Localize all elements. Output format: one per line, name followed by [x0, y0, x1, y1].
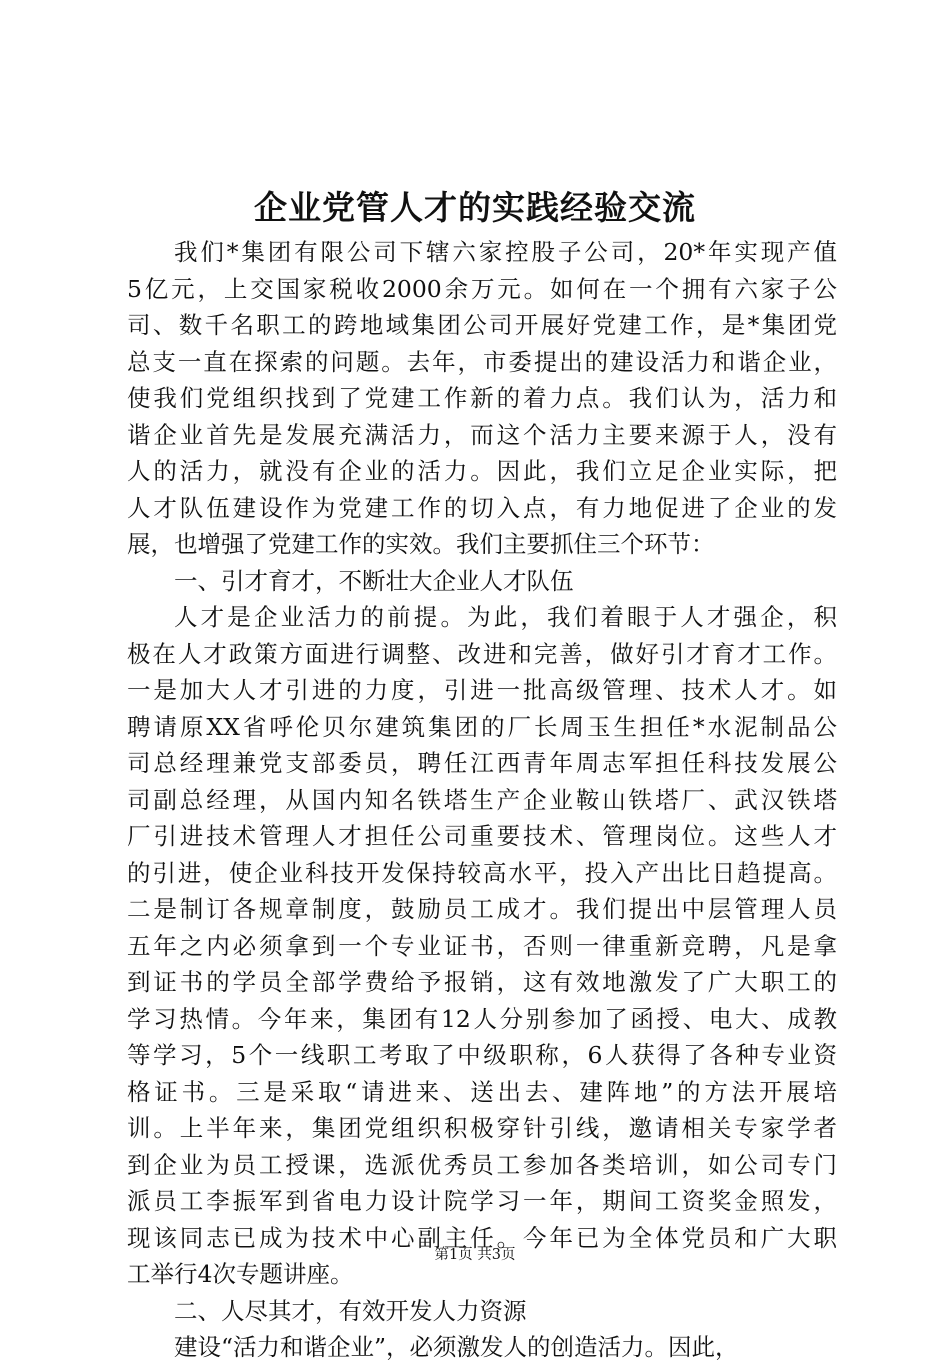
- text-line: 人的活力，就没有企业的活力。因此，我们立足企业实际，把: [127, 457, 837, 485]
- text-line: 到企业为员工授课，选派优秀员工参加各类培训，如公司专门: [127, 1150, 837, 1179]
- text-line: 聘请原XX省呼伦贝尔建筑集团的厂长周玉生担任*水泥制品公: [127, 712, 837, 741]
- text-line: 二是制订各规章制度，鼓励员工成才。我们提出中层管理人员: [127, 895, 837, 923]
- text-line: 建设“活力和谐企业”，必须激发人的创造活力。因此，: [174, 1333, 739, 1361]
- document-body: [127, 234, 837, 1366]
- text-line: 我们*集团有限公司下辖六家控股子公司，20*年实现产值: [174, 238, 837, 266]
- text-line: 工举行4次专题讲座。: [127, 1260, 354, 1288]
- text-line: 派员工李振军到省电力设计院学习一年，期间工资奖金照发，: [127, 1187, 837, 1215]
- text-line: 5亿元，上交国家税收2000余万元。如何在一个拥有六家子公: [127, 274, 837, 303]
- text-line: 司副总经理，从国内知名铁塔生产企业鞍山铁塔厂、武汉铁塔: [127, 785, 837, 814]
- document-title: 企业党管人才的实践经验交流: [254, 188, 696, 227]
- text-line: 使我们党组织找到了党建工作新的着力点。我们认为，活力和: [127, 384, 837, 412]
- text-line: 一是加大人才引进的力度，引进一批高级管理、技术人才。如: [127, 676, 837, 704]
- text-line: 五年之内必须拿到一个专业证书，否则一律重新竞聘，凡是拿: [127, 931, 837, 960]
- text-line: 厂引进技术管理人才担任公司重要技术、管理岗位。这些人才: [127, 822, 837, 850]
- text-line: 二、人尽其才，有效开发人力资源: [174, 1296, 527, 1325]
- text-line: 极在人才政策方面进行调整、改进和完善，做好引才育才工作。: [127, 639, 837, 668]
- text-line: 训。上半年来，集团党组织积极穿针引线，邀请相关专家学者: [127, 1114, 837, 1142]
- text-line: 司总经理兼党支部委员，聘任江西青年周志军担任科技发展公: [127, 749, 837, 777]
- text-line: 司、数千名职工的跨地域集团公司开展好党建工作，是*集团党: [127, 311, 837, 339]
- text-line: 等学习，5个一线职工考取了中级职称，6人获得了各种专业资: [127, 1041, 837, 1069]
- text-line: 一、引才育才，不断壮大企业人才队伍: [174, 566, 574, 595]
- text-line: 格证书。三是采取“请进来、送出去、建阵地”的方法开展培: [127, 1077, 837, 1106]
- text-line: 展，也增强了党建工作的实效。我们主要抓住三个环节：: [127, 530, 715, 558]
- text-line: 学习热情。今年来，集团有12人分别参加了函授、电大、成教: [127, 1004, 837, 1033]
- text-line: 人才是企业活力的前提。为此，我们着眼于人才强企，积: [174, 603, 837, 631]
- text-line: 谐企业首先是发展充满活力，而这个活力主要来源于人，没有: [127, 420, 837, 449]
- text-line: 总支一直在探索的问题。去年，市委提出的建设活力和谐企业，: [127, 347, 837, 376]
- text-line: 现该同志已成为技术中心副主任。今年已为全体党员和广大职: [127, 1223, 837, 1252]
- page-footer: 第1页 共3页: [434, 1247, 516, 1263]
- text-line: 到证书的学员全部学费给予报销，这有效地激发了广大职工的: [127, 968, 837, 996]
- text-line: 人才队伍建设作为党建工作的切入点，有力地促进了企业的发: [127, 493, 837, 522]
- text-line: 的引进，使企业科技开发保持较高水平，投入产出比日趋提高。: [127, 858, 837, 887]
